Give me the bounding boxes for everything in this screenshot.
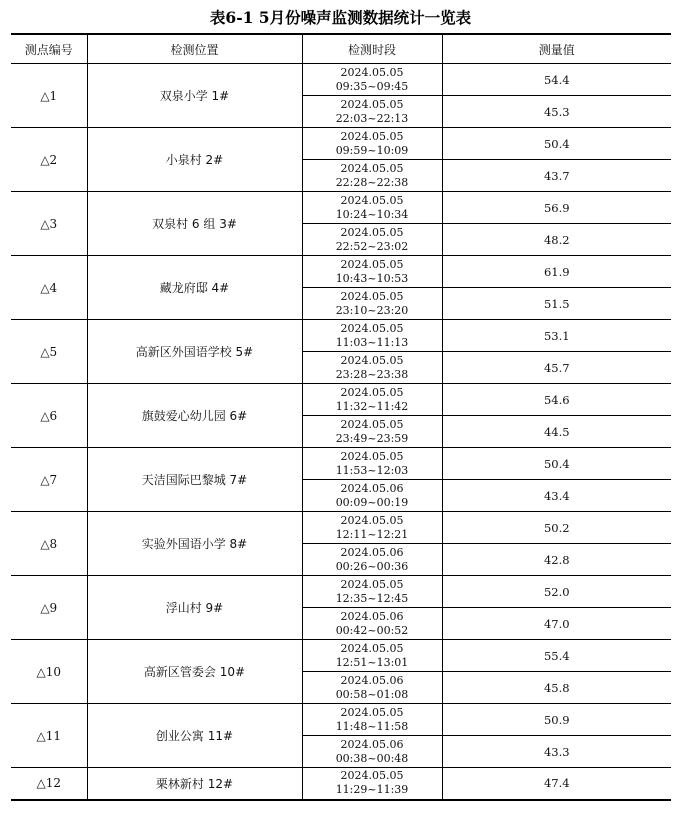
- noise-data-table: [11, 33, 671, 801]
- time-range-text: 11:29~11:39: [335, 783, 409, 797]
- measured-value-cell: 54.6: [442, 384, 671, 416]
- measured-value-cell: 50.4: [442, 128, 671, 160]
- table-row: [11, 576, 671, 608]
- time-range-text: 10:43~10:53: [335, 271, 409, 285]
- date-text: 2024.05.05: [340, 449, 404, 463]
- time-range-text: 00:26~00:36: [335, 559, 409, 573]
- date-text: 2024.05.05: [340, 577, 404, 591]
- point-id-cell: △1: [11, 64, 87, 128]
- table-row: [11, 768, 671, 800]
- time-period-cell: [302, 96, 442, 128]
- measured-value-cell: 43.3: [442, 736, 671, 768]
- time-range-text: 22:28~22:38: [335, 175, 409, 189]
- date-text: 2024.05.06: [340, 673, 404, 687]
- time-period-cell: [302, 640, 442, 672]
- time-range-text: 23:28~23:38: [335, 367, 409, 381]
- time-range-text: 11:53~12:03: [335, 463, 409, 477]
- point-id-cell: △8: [11, 512, 87, 576]
- point-id-cell: △10: [11, 640, 87, 704]
- time-period-cell: [302, 192, 442, 224]
- measured-value-cell: 50.2: [442, 512, 671, 544]
- header-measured-value: 测量值: [442, 34, 671, 64]
- time-period-cell: [302, 320, 442, 352]
- location-cell: 创业公寓 11#: [87, 704, 302, 768]
- measured-value-cell: 52.0: [442, 576, 671, 608]
- date-text: 2024.05.05: [340, 65, 404, 79]
- point-id-cell: △7: [11, 448, 87, 512]
- date-text: 2024.05.06: [340, 481, 404, 495]
- time-period-cell: [302, 576, 442, 608]
- point-id-cell: △9: [11, 576, 87, 640]
- location-cell: 小泉村 2#: [87, 128, 302, 192]
- date-text: 2024.05.05: [340, 417, 404, 431]
- date-text: 2024.05.05: [340, 705, 404, 719]
- measured-value-cell: 47.4: [442, 768, 671, 800]
- point-id-cell: △6: [11, 384, 87, 448]
- location-cell: 栗林新村 12#: [87, 768, 302, 800]
- date-text: 2024.05.06: [340, 545, 404, 559]
- time-range-text: 00:58~01:08: [335, 687, 409, 701]
- measured-value-cell: 43.4: [442, 480, 671, 512]
- time-range-text: 12:51~13:01: [335, 655, 409, 669]
- time-period-cell: [302, 160, 442, 192]
- time-period-cell: [302, 416, 442, 448]
- time-range-text: 09:59~10:09: [335, 143, 409, 157]
- header-location: 检测位置: [87, 34, 302, 64]
- point-id-cell: △11: [11, 704, 87, 768]
- measured-value-cell: 43.7: [442, 160, 671, 192]
- location-cell: 藏龙府邸 4#: [87, 256, 302, 320]
- header-row: [11, 34, 671, 64]
- time-period-cell: [302, 288, 442, 320]
- time-range-text: 22:03~22:13: [335, 111, 409, 125]
- table-row: [11, 448, 671, 480]
- time-range-text: 12:11~12:21: [335, 527, 409, 541]
- table-row: [11, 640, 671, 672]
- time-period-cell: [302, 736, 442, 768]
- time-range-text: 10:24~10:34: [335, 207, 409, 221]
- date-text: 2024.05.06: [340, 737, 404, 751]
- date-text: 2024.05.05: [340, 321, 404, 335]
- time-period-cell: [302, 704, 442, 736]
- table-row: [11, 128, 671, 160]
- measured-value-cell: 55.4: [442, 640, 671, 672]
- time-range-text: 11:32~11:42: [335, 399, 409, 413]
- time-range-text: 23:10~23:20: [335, 303, 409, 317]
- point-id-cell: △4: [11, 256, 87, 320]
- table-row: [11, 320, 671, 352]
- measured-value-cell: 42.8: [442, 544, 671, 576]
- location-cell: 双泉村 6 组 3#: [87, 192, 302, 256]
- date-text: 2024.05.05: [340, 225, 404, 239]
- date-text: 2024.05.05: [340, 353, 404, 367]
- table-row: [11, 512, 671, 544]
- measured-value-cell: 53.1: [442, 320, 671, 352]
- time-range-text: 11:03~11:13: [335, 335, 409, 349]
- date-text: 2024.05.05: [340, 289, 404, 303]
- date-text: 2024.05.05: [340, 769, 404, 783]
- table-row: [11, 256, 671, 288]
- measured-value-cell: 45.3: [442, 96, 671, 128]
- time-range-text: 00:42~00:52: [335, 623, 409, 637]
- table-row: [11, 192, 671, 224]
- time-period-cell: [302, 672, 442, 704]
- location-cell: 高新区管委会 10#: [87, 640, 302, 704]
- time-period-cell: [302, 128, 442, 160]
- point-id-cell: △12: [11, 768, 87, 800]
- header-point-id: 测点编号: [11, 34, 87, 64]
- time-period-cell: [302, 480, 442, 512]
- location-cell: 双泉小学 1#: [87, 64, 302, 128]
- time-period-cell: [302, 512, 442, 544]
- date-text: 2024.05.06: [340, 609, 404, 623]
- date-text: 2024.05.05: [340, 161, 404, 175]
- table-row: [11, 64, 671, 96]
- time-period-cell: [302, 352, 442, 384]
- measured-value-cell: 54.4: [442, 64, 671, 96]
- table-row: [11, 704, 671, 736]
- time-period-cell: [302, 448, 442, 480]
- date-text: 2024.05.05: [340, 97, 404, 111]
- location-cell: 旗鼓爱心幼儿园 6#: [87, 384, 302, 448]
- date-text: 2024.05.05: [340, 129, 404, 143]
- table-row: [11, 384, 671, 416]
- time-range-text: 00:38~00:48: [335, 751, 409, 765]
- measured-value-cell: 56.9: [442, 192, 671, 224]
- location-cell: 浮山村 9#: [87, 576, 302, 640]
- measured-value-cell: 45.7: [442, 352, 671, 384]
- date-text: 2024.05.05: [340, 193, 404, 207]
- time-period-cell: [302, 544, 442, 576]
- time-range-text: 11:48~11:58: [335, 719, 409, 733]
- location-cell: 天洁国际巴黎城 7#: [87, 448, 302, 512]
- measured-value-cell: 50.9: [442, 704, 671, 736]
- time-range-text: 22:52~23:02: [335, 239, 409, 253]
- point-id-cell: △2: [11, 128, 87, 192]
- table-body: [11, 64, 671, 800]
- time-period-cell: [302, 768, 442, 800]
- location-cell: 实验外国语小学 8#: [87, 512, 302, 576]
- measured-value-cell: 44.5: [442, 416, 671, 448]
- point-id-cell: △5: [11, 320, 87, 384]
- header-time-period: 检测时段: [302, 34, 442, 64]
- time-period-cell: [302, 608, 442, 640]
- time-period-cell: [302, 384, 442, 416]
- date-text: 2024.05.05: [340, 257, 404, 271]
- time-range-text: 09:35~09:45: [335, 79, 409, 93]
- date-text: 2024.05.05: [340, 641, 404, 655]
- measured-value-cell: 45.8: [442, 672, 671, 704]
- time-range-text: 12:35~12:45: [335, 591, 409, 605]
- time-period-cell: [302, 64, 442, 96]
- measured-value-cell: 51.5: [442, 288, 671, 320]
- date-text: 2024.05.05: [340, 513, 404, 527]
- table-title: 表6-1 5月份噪声监测数据统计一览表: [209, 8, 472, 27]
- measured-value-cell: 48.2: [442, 224, 671, 256]
- location-cell: 高新区外国语学校 5#: [87, 320, 302, 384]
- measured-value-cell: 61.9: [442, 256, 671, 288]
- date-text: 2024.05.05: [340, 385, 404, 399]
- point-id-cell: △3: [11, 192, 87, 256]
- measured-value-cell: 47.0: [442, 608, 671, 640]
- time-period-cell: [302, 256, 442, 288]
- measured-value-cell: 50.4: [442, 448, 671, 480]
- time-period-cell: [302, 224, 442, 256]
- time-range-text: 00:09~00:19: [335, 495, 409, 509]
- time-range-text: 23:49~23:59: [335, 431, 409, 445]
